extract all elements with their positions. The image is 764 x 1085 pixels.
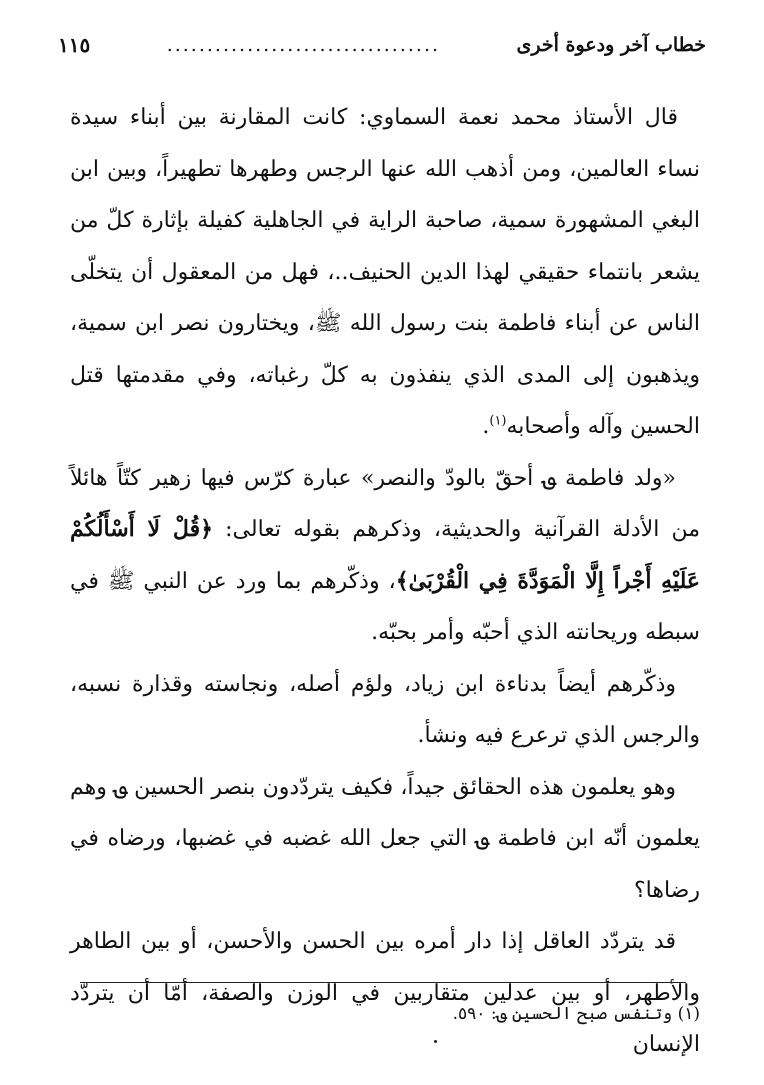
- paragraph-5: قد يتردّد العاقل إذا دار أمره بين الحسن والأحسن، أو بين الطاهر والأطهر، أو بين عدلين متقاربين في الوزن والصفة، أمّا أن يتردّد الإنسان: [70, 929, 700, 1057]
- print-speck: [434, 1040, 437, 1043]
- paragraph-1: [70, 92, 700, 453]
- quran-verse: ﴿قُلْ لَا أَسْأَلُكُمْ عَلَيْهِ أَجْراً إِلَّا الْمَوَدَّةَ فِي الْقُرْبَىٰ﴾: [70, 516, 701, 594]
- footnote-reference: (١): [489, 413, 507, 429]
- footnote-divider: [80, 982, 686, 983]
- paragraph-1-end: .: [482, 414, 490, 439]
- paragraph-2-end: ، وذكّرهم بما ورد عن النبي ﷺ في سبطه وريحانته الذي أحبّه وأمر بحبّه.: [70, 568, 700, 645]
- footnote: (١) وتنفس صبح الحسين ؈: ٥٩٠.: [452, 1004, 700, 1024]
- paragraph-3: وذكّرهم أيضاً بدناءة ابن زياد، ولؤم أصله، ونجاسته وقذارة نسبه، والرجس الذي ترعرع فيه ونشأ.: [70, 671, 700, 748]
- paragraph-2-text: «ولد فاطمة ؈ أحقّ بالودّ والنصر» عبارة كرّس فيها زهير كتّاً هائلاً من الأدلة القرآنية والحديثية، وذكرهم بقوله تعالى:: [70, 465, 701, 542]
- paragraph-4: وهو يعلمون هذه الحقائق جيداً، فكيف يتردّدون بنصر الحسين ؈ وهم يعلمون أنّه ابن فاطمة ؈ التي جعل الله غضبه في غضبها، ورضاه في رضاها؟: [70, 774, 700, 903]
- paragraph-2: [70, 453, 700, 659]
- running-title: خطاب آخر ودعوة أخرى: [516, 34, 706, 56]
- page-number: ١١٥: [58, 33, 91, 57]
- body-text: [70, 92, 700, 1071]
- paragraph-1-text: قال الأستاذ محمد نعمة السماوي: كانت المقارنة بين أبناء سيدة نساء العالمين، ومن أذهب الله عنها الرجس وطهرها تطهيراً، وبين ابن البغي المشهورة سمية، صاحبة الراية في الجاهلية كفيلة بإثارة كلّ من يشعر بانتماء حقيقي لهذا الدين الحنيف..، فهل من المعقول أن يتخلّى الناس عن أبناء فاطمة بنت رسول الله ﷺ، ويختارون نصر ابن سمية، ويذهبون إلى المدى الذي ينفذون به كلّ رغباته، وفي مقدمتها قتل الحسين وآله وأصحابه: [70, 105, 700, 439]
- leader-dots: ..................................: [166, 34, 441, 56]
- running-header: [58, 28, 706, 62]
